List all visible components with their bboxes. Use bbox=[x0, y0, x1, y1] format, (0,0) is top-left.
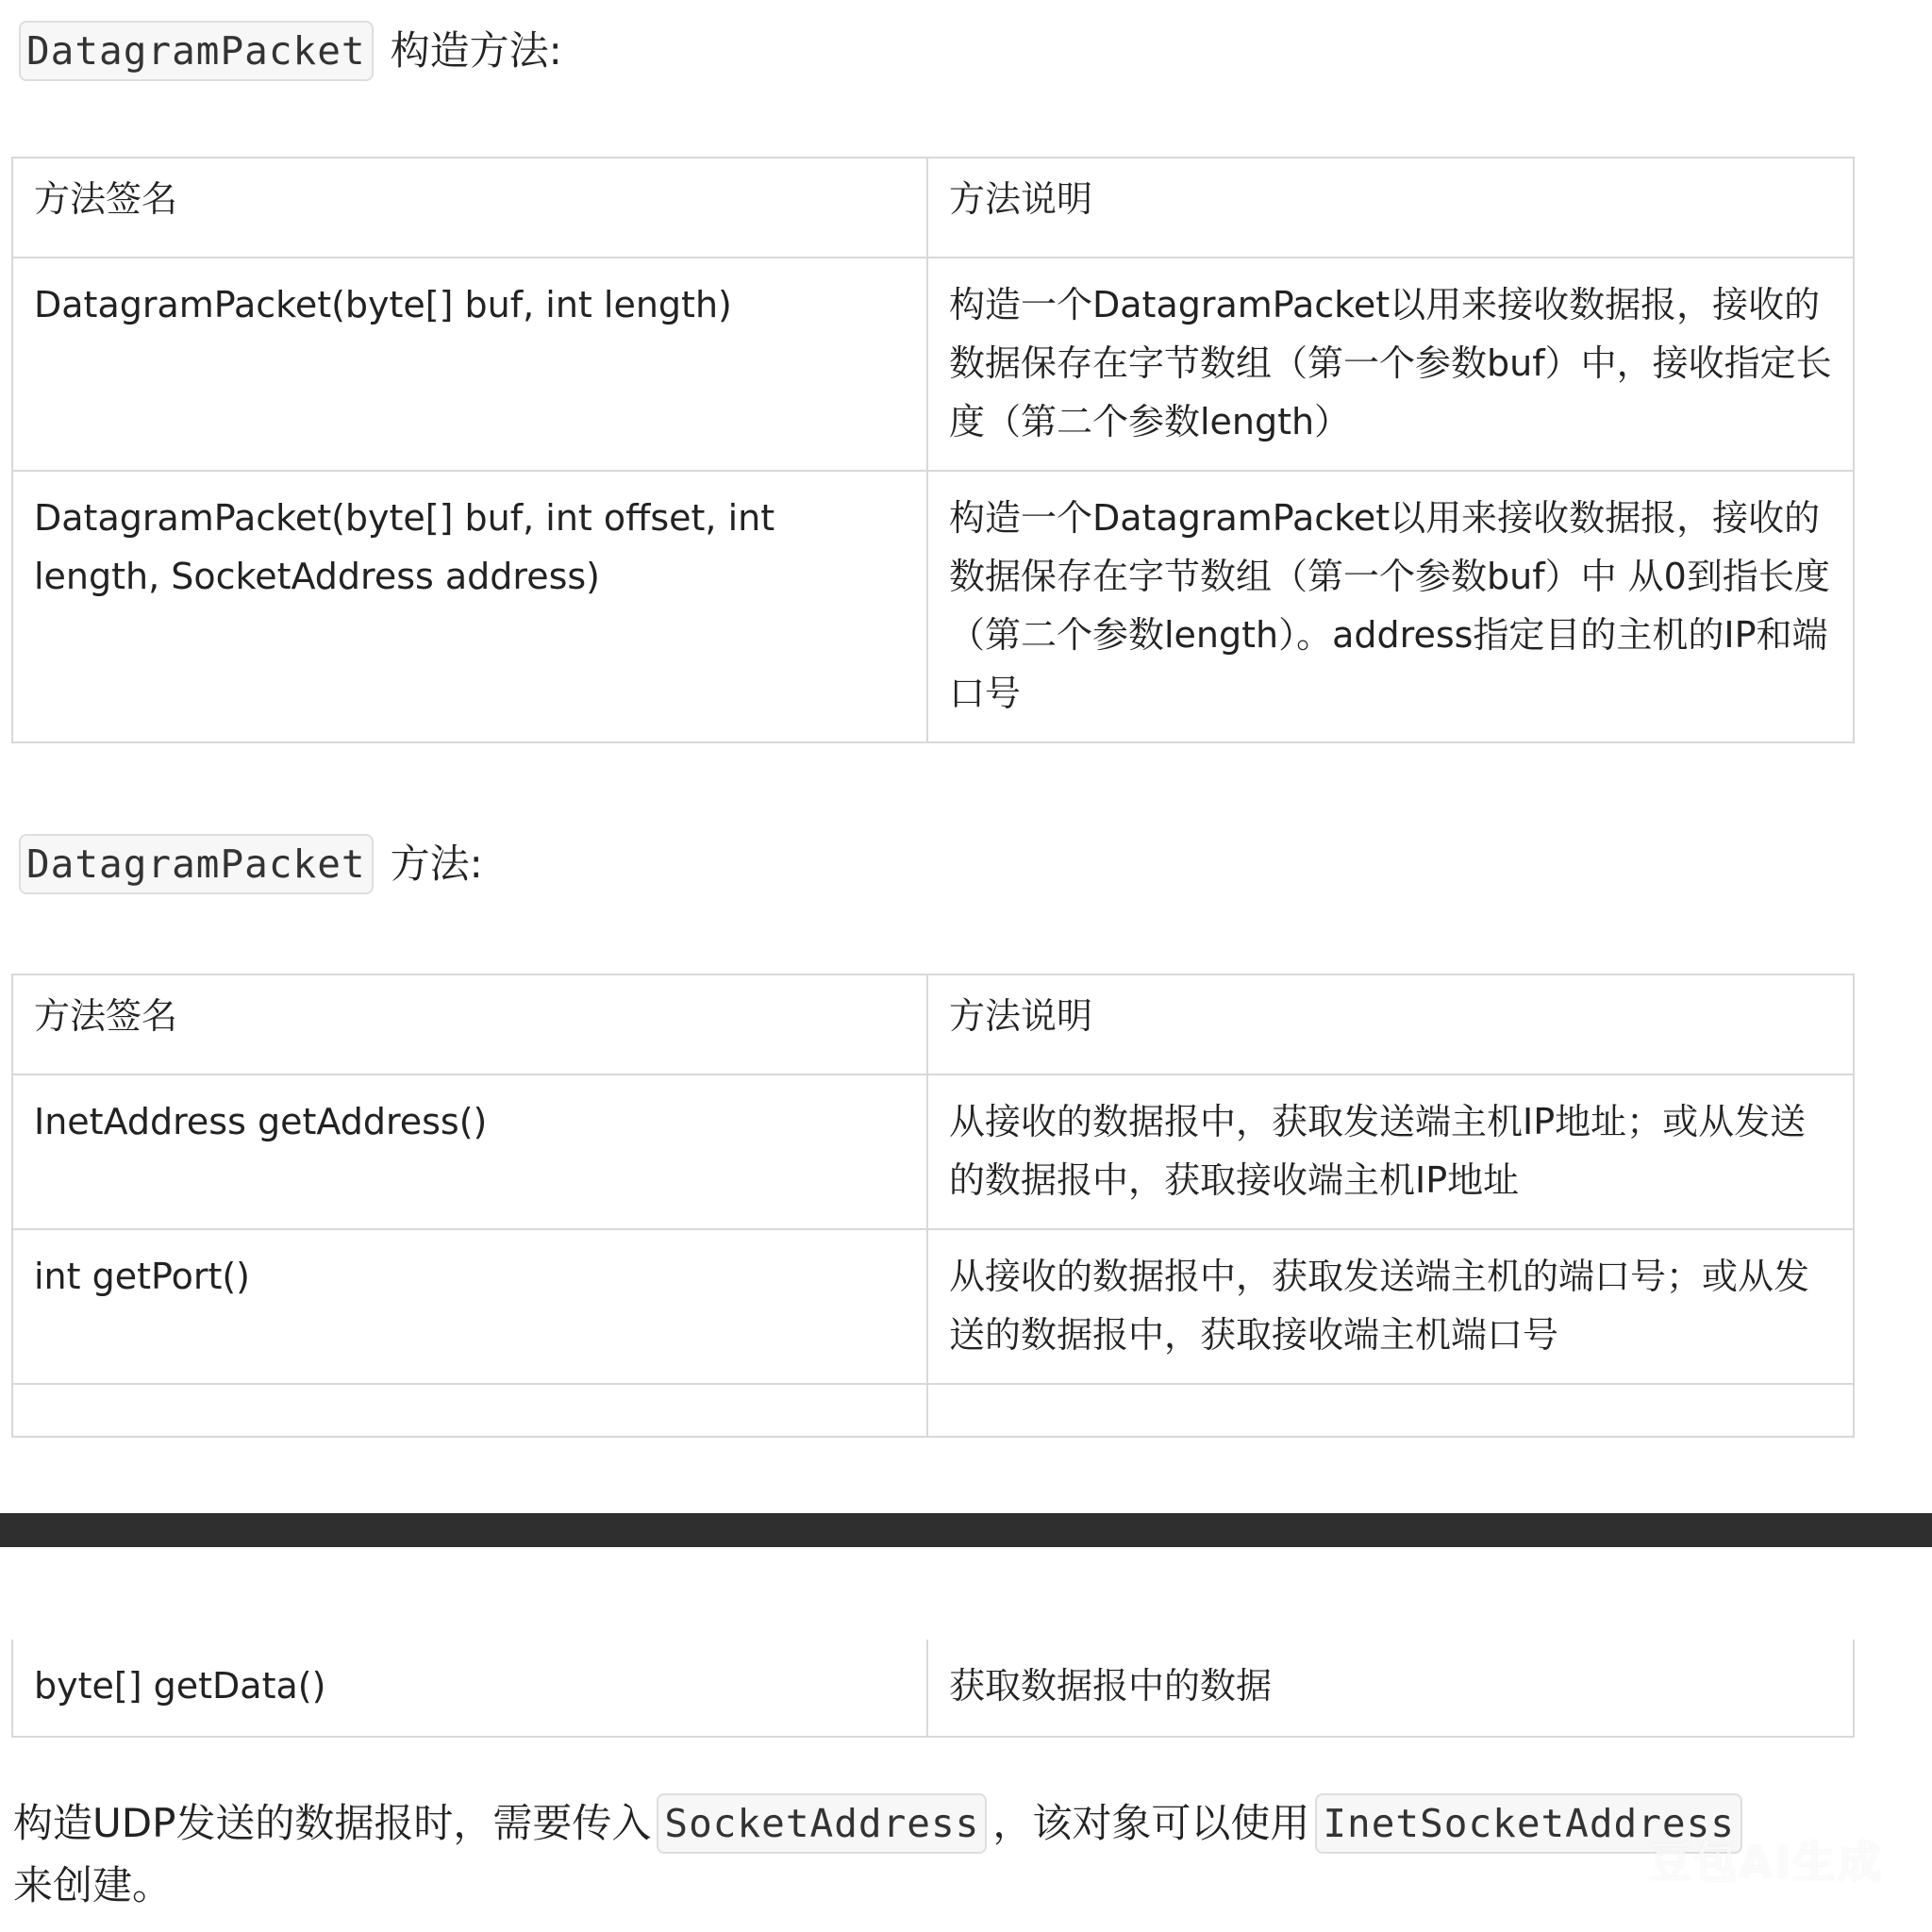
method-description: 构造一个DatagramPacket以用来接收数据报，接收的数据保存在字节数组（第一个参数buf）中，接收指定长度（第二个参数length） bbox=[927, 258, 1854, 471]
paragraph-text: 来创建。 bbox=[13, 1862, 173, 1908]
table-row bbox=[12, 1640, 1854, 1737]
paragraph-text: ，该对象可以使用 bbox=[992, 1800, 1310, 1846]
method-description: 构造一个DatagramPacket以用来接收数据报，接收的数据保存在字节数组（第一个参数buf）中 从0到指长度（第二个参数length）。address指定目的主机的IP和端口号 bbox=[927, 471, 1854, 742]
table-header-row bbox=[12, 974, 1854, 1074]
table-row bbox=[12, 471, 1854, 742]
method-signature: DatagramPacket(byte[] buf, int length) bbox=[12, 258, 927, 471]
header-signature: 方法签名 bbox=[12, 974, 927, 1074]
method-description: 从接收的数据报中，获取发送端主机IP地址；或从发送的数据报中，获取接收端主机IP地址 bbox=[927, 1074, 1854, 1229]
table-row bbox=[12, 1229, 1854, 1384]
table-row bbox=[12, 258, 1854, 471]
paragraph-text: 构造UDP发送的数据报时，需要传入 bbox=[13, 1800, 652, 1846]
header-description: 方法说明 bbox=[927, 974, 1854, 1074]
method-signature: InetAddress getAddress() bbox=[12, 1074, 927, 1229]
method-signature: byte[] getData() bbox=[12, 1640, 927, 1737]
methods-table bbox=[11, 974, 1855, 1438]
method-description: 从接收的数据报中，获取发送端主机的端口号；或从发送的数据报中，获取接收端主机端口号 bbox=[927, 1229, 1854, 1384]
methods-table-continued bbox=[11, 1640, 1855, 1738]
image-divider bbox=[0, 1513, 1932, 1547]
empty-cell bbox=[927, 1384, 1854, 1437]
constructor-heading bbox=[19, 21, 562, 81]
constructor-table bbox=[11, 157, 1855, 743]
inet-socket-address-code: InetSocketAddress bbox=[1315, 1793, 1742, 1854]
heading-suffix: 方法: bbox=[390, 841, 483, 887]
truncated-row bbox=[12, 1384, 1854, 1437]
header-signature: 方法签名 bbox=[12, 158, 927, 258]
socket-address-code: SocketAddress bbox=[657, 1793, 987, 1854]
class-name-code: DatagramPacket bbox=[19, 834, 374, 894]
heading-suffix: 构造方法: bbox=[390, 27, 562, 74]
method-signature: DatagramPacket(byte[] buf, int offset, int length, SocketAddress address) bbox=[12, 471, 927, 742]
method-signature: int getPort() bbox=[12, 1229, 927, 1384]
class-name-code: DatagramPacket bbox=[19, 21, 374, 81]
table-header-row bbox=[12, 158, 1854, 258]
explanation-paragraph bbox=[13, 1792, 1919, 1917]
empty-cell bbox=[12, 1384, 927, 1437]
watermark: 豆包AI生成 bbox=[1648, 1837, 1883, 1888]
method-description: 获取数据报中的数据 bbox=[927, 1640, 1854, 1737]
header-description: 方法说明 bbox=[927, 158, 1854, 258]
table-row bbox=[12, 1074, 1854, 1229]
methods-heading bbox=[19, 834, 483, 894]
